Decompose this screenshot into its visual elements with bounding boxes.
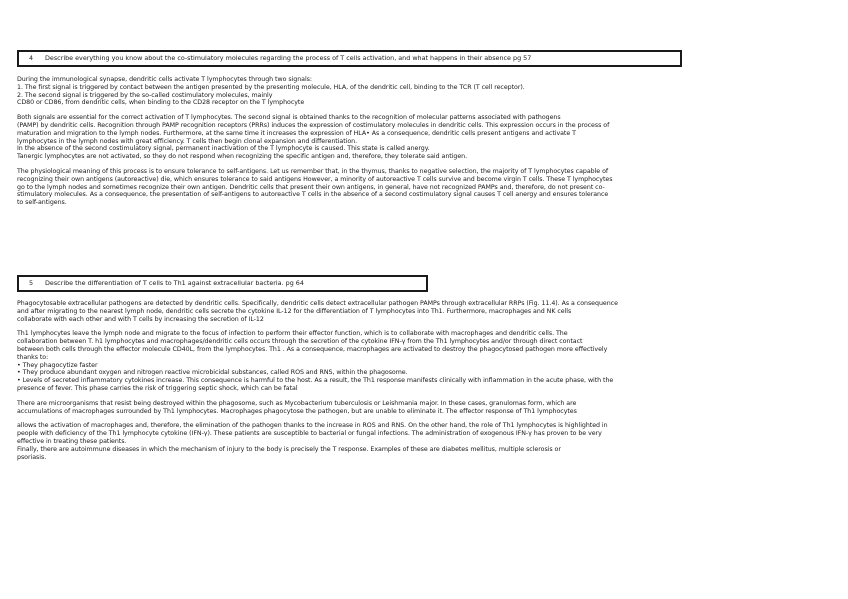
s5-p4-line: effective in treating these patients. <box>17 437 127 445</box>
s4-p1-line: 1. The first signal is triggered by contact between the antigen presented by the presenting molecule, HLA, of the dendritic cell, binding to the TCR (T cell receptor). <box>17 83 525 91</box>
s5-p1-line: collaborate with each other and with T cells by increasing the secretion of IL-12 <box>17 315 264 323</box>
s5-p4-line: allows the activation of macrophages and, therefore, the elimination of the pathogen thanks to the increase in ROS and RNS. On the other hand, the role of Th1 lymphocytes is highlighted in <box>17 422 608 430</box>
s4-p2-line: lymphocytes in the lymph nodes with great efficiency. T cells then begin clonal expansion and differentiation. <box>17 137 358 145</box>
s5-p1-line: Phagocytosable extracellular pathogens are detected by dendritic cells. Specifically, dendritic cells detect extracellular pathogen PAMPs through extracellular RRPs (Fig. 11.4). As a consequence <box>17 300 618 307</box>
s5-p2-line: Th1 lymphocytes leave the lymph node and migrate to the focus of infection to perform their effector function, which is to collaborate with macrophages and dendritic cells. The <box>17 330 568 338</box>
s4-p3-line: stimulatory molecules. As a consequence, the presentation of self-antigens to autoreactive T cells in the absence of a second costimulatory signal causes T cell anergy and ensures tolerance <box>17 191 609 199</box>
section-4-body <box>17 76 812 207</box>
s4-p1-line: CD80 or CD86, from dendritic cells, when binding to the CD28 receptor on the T lymphocyte <box>17 99 305 107</box>
s4-p3-line: recognizing their own antigens (autoreactive) die, which ensures tolerance to said antigens However, a minority of autoreactive T cells survive and become virgin T cells. These T lymphocytes <box>17 175 613 183</box>
s4-p3-line: go to the lymph nodes and sometimes recognize their own antigen. Dendritic cells that present their own antigens, in general, have not recognized PAMPs and, therefore, do not present co- <box>17 183 605 191</box>
s5-p2-line: presence of fever. This phase carries the risk of triggering septic shock, which can be fatal <box>17 384 298 392</box>
s4-p3-line: to self-antigens. <box>17 199 67 207</box>
s5-p2-line: • They produce abundant oxygen and nitrogen reactive microbicidal substances, called ROS and RNS, within the phagosome. <box>17 369 408 377</box>
s4-p1-line: 2. The second signal is triggered by the so-called costimulatory molecules, mainly <box>17 91 273 99</box>
s4-p2-line: Both signals are essential for the correct activation of T lymphocytes. The second signal is obtained thanks to the recognition of molecular patterns associated with pathogens <box>17 114 561 122</box>
s4-p1-line: During the immunological synapse, dendritic cells activate T lymphocytes through two signals: <box>17 76 312 83</box>
s4-p2-line: (PAMP) by dendritic cells. Recognition through PAMP recognition receptors (PRRs) induces the expression of costimulatory molecules in dendritic cells. This expression occurs in the process of <box>17 121 610 129</box>
s5-p2-line: • Levels of secreted inflammatory cytokines increase. This consequence is harmful to the host. As a result, the Th1 response manifests clinically with inflammation in the acute phase, with the <box>17 377 614 385</box>
question-4-box <box>17 50 682 67</box>
s5-p3-line: There are microorganisms that resist being destroyed within the phagosome, such as Mycobacterium tuberculosis or Leishmania major. In these cases, granulomas form, which are <box>17 399 577 407</box>
s4-p2-line: Tanergic lymphocytes are not activated, so they do not respond when recognizing the specific antigen and, therefore, they tolerate said antigen. <box>17 153 468 161</box>
question-5-box <box>17 275 428 292</box>
s4-p2-line: maturation and migration to the lymph nodes. Furthermore, at the same time it increases the expression of HLA• As a consequence, dendritic cells present antigens and activate T <box>17 129 576 137</box>
question-5-text: Describe the differentiation of T cells to Th1 against extracellular bacteria. pg 64 <box>45 279 304 287</box>
question-4-text: Describe everything you know about the co-stimulatory molecules regarding the process of T cells activation, and what happens in their absence pg 57 <box>45 54 532 62</box>
question-4-number: 4 <box>29 54 34 62</box>
s4-p3-line: The physiological meaning of this process is to ensure tolerance to self-antigens. Let us remember that, in the thymus, thanks to negative selection, the majority of T lymphocytes capable of <box>17 167 609 175</box>
s5-p4-line: psoriasis. <box>17 453 47 461</box>
question-5-number: 5 <box>29 279 34 287</box>
s5-p2-line: thanks to: <box>17 353 49 361</box>
s5-p2-line: collaboration between T. h1 lymphocytes and macrophages/dendritic cells occurs through the secretion of the cytokine IFN-γ from the Th1 lymphocytes and/or through direct contact <box>17 338 583 346</box>
s5-p1-line: and after migrating to the nearest lymph node, dendritic cells secrete the cytokine IL-12 for the differentiation of T lymphocytes into Th1. Furthermore, macrophages and NK cells <box>17 307 572 315</box>
s4-p2-line: In the absence of the second costimulatory signal, permanent inactivation of the T lymphocyte is caused. This state is called anergy. <box>17 145 430 153</box>
section-5-body <box>17 300 812 461</box>
s5-p3-line: accumulations of macrophages surrounded by Th1 lymphocytes. Macrophages phagocytose the pathogen, but are unable to eliminate it. The effector response of Th1 lymphocytes <box>17 407 577 415</box>
s5-p2-line: between both cells through the effector molecule CD40L, from the lymphocytes. Th1 . As a consequence, macrophages are activated to destroy the phagocytosed pathogen more effectively <box>17 345 608 353</box>
s5-p2-line: • They phagocytize faster <box>17 361 98 369</box>
s5-p4-line: people with deficiency of the Th1 lymphocyte cytokine (IFN-γ). These patients are susceptible to bacterial or fungal infections. The administration of exogenous IFN-γ has proven to be very <box>17 430 602 438</box>
s5-p4-line: Finally, there are autoimmune diseases in which the mechanism of injury to the body is precisely the T response. Examples of these are diabetes mellitus, multiple sclerosis or <box>17 445 561 453</box>
